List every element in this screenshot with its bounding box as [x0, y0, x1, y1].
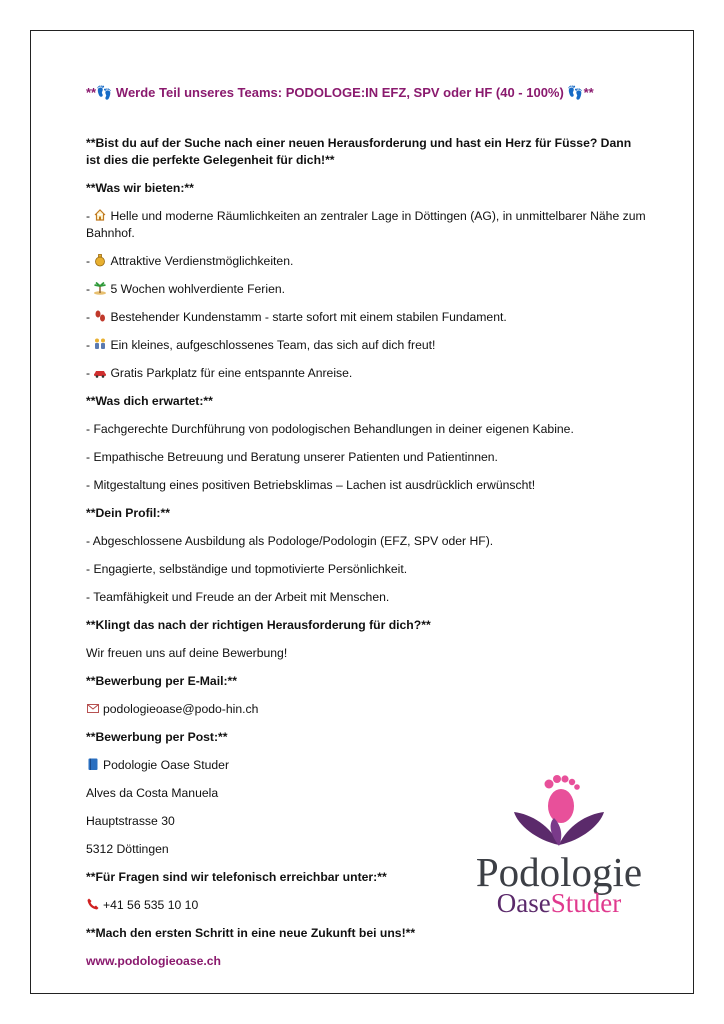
offer-item: - Helle und moderne Räumlichkeiten an zentraler Lage in Döttingen (AG), in unmittelbarer Nähe zum Bahnhof. [86, 209, 646, 240]
website-link[interactable]: www.podologieoase.ch [86, 954, 221, 968]
intro-text: **Bist du auf der Suche nach einer neuen Herausforderung und hast ein Herz für Füsse? Dann ist dies die perfekte Gelegenheit für dich!** [86, 136, 632, 167]
phone-heading: **Für Fragen sind wir telefonisch erreichbar unter:** [86, 870, 387, 884]
post-heading: **Bewerbung per Post:** [86, 730, 228, 744]
book-icon [86, 757, 100, 771]
offer-item: - Bestehender Kundenstamm - starte sofort mit einem stabilen Fundament. [86, 310, 507, 324]
post-city: 5312 Döttingen [86, 842, 169, 856]
posting-title: **👣 Werde Teil unseres Teams: PODOLOGE:IN EFZ, SPV oder HF (40 - 100%) 👣** [86, 85, 594, 100]
money-bag-icon [93, 253, 107, 267]
envelope-icon [86, 701, 100, 715]
profile-item: - Abgeschlossene Ausbildung als Podologe/Podologin (EFZ, SPV oder HF). [86, 534, 494, 548]
post-company: Podologie Oase Studer [103, 758, 230, 772]
offer-item: - 5 Wochen wohlverdiente Ferien. [86, 282, 286, 296]
logo-sub-studer: Studer [550, 888, 622, 918]
footprints-icon [93, 309, 107, 323]
final-text: **Mach den ersten Schritt in eine neue Zukunft bei uns!** [86, 926, 416, 940]
offer-heading: **Was wir bieten:** [86, 181, 194, 195]
logo-subtitle [456, 888, 662, 918]
logo-sub-oase: Oase [496, 888, 551, 918]
offer-item-text: Ein kleines, aufgeschlossenes Team, das sich auf dich freut! [110, 338, 436, 352]
offer-item: - Gratis Parkplatz für eine entspannte Anreise. [86, 366, 353, 380]
email-address[interactable]: podologieoase@podo-hin.ch [103, 702, 259, 716]
logo-flower-foot-icon [456, 760, 662, 852]
offer-item-text: 5 Wochen wohlverdiente Ferien. [110, 282, 286, 296]
email-heading: **Bewerbung per E-Mail:** [86, 674, 238, 688]
house-icon [93, 208, 107, 222]
phone-icon [86, 897, 100, 911]
logo-word: Podologie [475, 849, 643, 895]
expect-item: - Mitgestaltung eines positiven Betriebsklimas – Lachen ist ausdrücklich erwünscht! [86, 478, 536, 492]
profile-item: - Teamfähigkeit und Freude an der Arbeit mit Menschen. [86, 590, 390, 604]
post-street: Hauptstrasse 30 [86, 814, 175, 828]
expect-item: - Fachgerechte Durchführung von podologischen Behandlungen in deiner eigenen Kabine. [86, 422, 574, 436]
phone-number[interactable]: +41 56 535 10 10 [103, 898, 199, 912]
team-icon [93, 337, 107, 351]
palm-island-icon [93, 281, 107, 295]
offer-item: - Attraktive Verdienstmöglichkeiten. [86, 254, 294, 268]
expect-item: - Empathische Betreuung und Beratung unserer Patienten und Patientinnen. [86, 450, 498, 464]
profile-item: - Engagierte, selbständige und topmotivierte Persönlichkeit. [86, 562, 408, 576]
email-line [86, 701, 646, 718]
post-contact: Alves da Costa Manuela [86, 786, 219, 800]
car-icon [93, 365, 107, 379]
offer-item: - Ein kleines, aufgeschlossenes Team, das sich auf dich freut! [86, 338, 436, 352]
offer-item-text: Helle und moderne Räumlichkeiten an zentraler Lage in Döttingen (AG), in unmittelbarer Nähe zum Bahnhof. [86, 209, 646, 240]
expect-heading: **Was dich erwartet:** [86, 394, 213, 408]
company-logo [456, 760, 662, 940]
offer-item-text: Gratis Parkplatz für eine entspannte Anreise. [110, 366, 353, 380]
closing-question: **Klingt das nach der richtigen Herausforderung für dich?** [86, 618, 431, 632]
offer-item-text: Attraktive Verdienstmöglichkeiten. [110, 254, 294, 268]
profile-heading: **Dein Profil:** [86, 506, 170, 520]
offer-item-text: Bestehender Kundenstamm - starte sofort mit einem stabilen Fundament. [110, 310, 507, 324]
closing-text: Wir freuen uns auf deine Bewerbung! [86, 646, 288, 660]
